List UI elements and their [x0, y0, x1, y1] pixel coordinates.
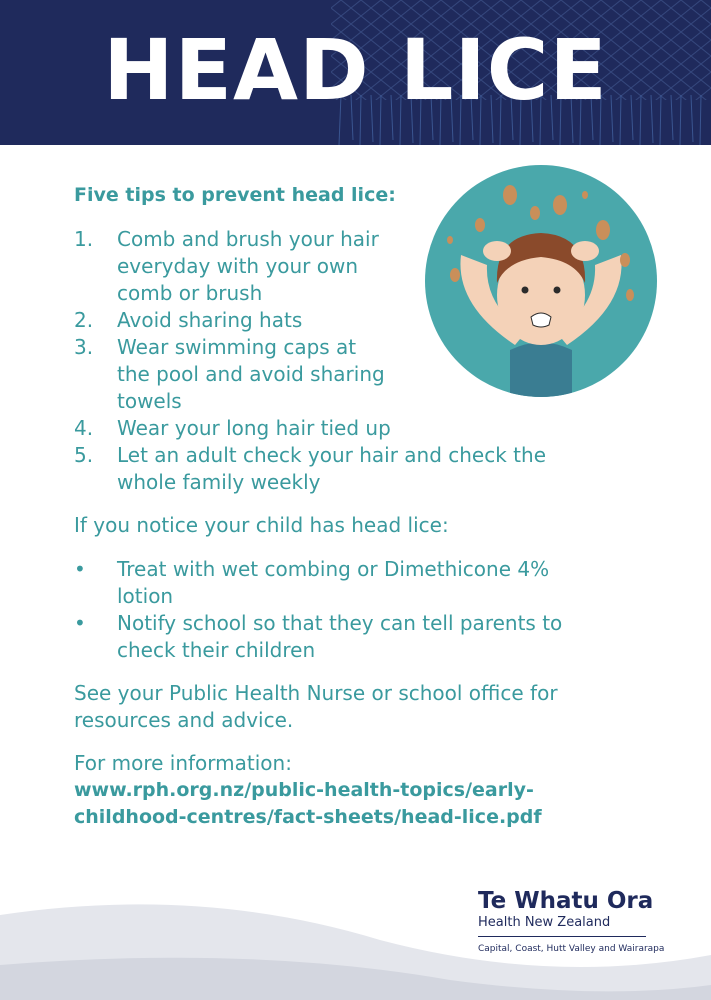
- info-link-line[interactable]: childhood-centres/fact-sheets/head-lice.pdf: [74, 806, 542, 828]
- tip-item: [74, 442, 634, 496]
- tip-item: [74, 415, 634, 442]
- tip-item: [74, 307, 634, 334]
- page-title: HEAD LICE: [103, 21, 608, 119]
- logo-subtitle: Health New Zealand: [478, 915, 646, 937]
- bullet-line: check their children: [117, 638, 316, 662]
- info-link[interactable]: [74, 777, 634, 831]
- tip-text: [117, 415, 634, 442]
- logo-title: Te Whatu Ora: [478, 888, 654, 914]
- advice-line: resources and advice.: [74, 708, 294, 732]
- bullet-mark: •: [74, 611, 86, 635]
- tips-heading: Five tips to prevent head lice:: [74, 184, 396, 206]
- bullet-item: [74, 610, 634, 664]
- tip-line: Comb and brush your hair: [117, 227, 379, 251]
- tip-text: [117, 226, 634, 307]
- info-link-line[interactable]: www.rph.org.nz/public-health-topics/early-: [74, 779, 534, 801]
- logo-region: Capital, Coast, Hutt Valley and Wairarapa: [478, 944, 665, 954]
- tip-line: Let an adult check your hair and check the: [117, 443, 546, 467]
- bullet-item: [74, 556, 634, 610]
- tip-line: whole family weekly: [117, 470, 321, 494]
- tip-line: the pool and avoid sharing: [117, 362, 385, 386]
- tip-text: [117, 334, 634, 415]
- tip-line: everyday with your own: [117, 254, 359, 278]
- tip-text: [117, 442, 634, 496]
- bullet-line: Notify school so that they can tell parents to: [117, 611, 563, 635]
- main-content: [74, 184, 634, 831]
- tip-item: [74, 226, 634, 307]
- tip-number: 1.: [74, 227, 94, 251]
- more-info-label: For more information:: [74, 751, 292, 775]
- advice-paragraph: [74, 680, 634, 734]
- bullet-line: lotion: [117, 584, 174, 608]
- tip-line: Wear your long hair tied up: [117, 416, 391, 440]
- bullet-text: [117, 610, 562, 664]
- tip-line: comb or brush: [117, 281, 263, 305]
- tip-text: [117, 307, 634, 334]
- tip-number: 3.: [74, 335, 94, 359]
- tip-line: Avoid sharing hats: [117, 308, 303, 332]
- bullet-mark: •: [74, 557, 86, 581]
- bullet-text: [117, 556, 549, 610]
- tip-line: towels: [117, 389, 182, 413]
- tips-list: [74, 226, 634, 496]
- notice-intro: If you notice your child has head lice:: [74, 513, 449, 537]
- header-banner: [0, 0, 711, 145]
- advice-line: See your Public Health Nurse or school office for: [74, 681, 558, 705]
- more-info-section: [74, 750, 634, 831]
- bullet-line: Treat with wet combing or Dimethicone 4%: [117, 557, 550, 581]
- organisation-logo: [478, 887, 683, 955]
- tip-item: [74, 334, 634, 415]
- tip-number: 2.: [74, 308, 94, 332]
- tip-line: Wear swimming caps at: [117, 335, 357, 359]
- notice-bullet-list: [74, 556, 634, 664]
- tip-number: 4.: [74, 416, 94, 440]
- tip-number: 5.: [74, 443, 94, 467]
